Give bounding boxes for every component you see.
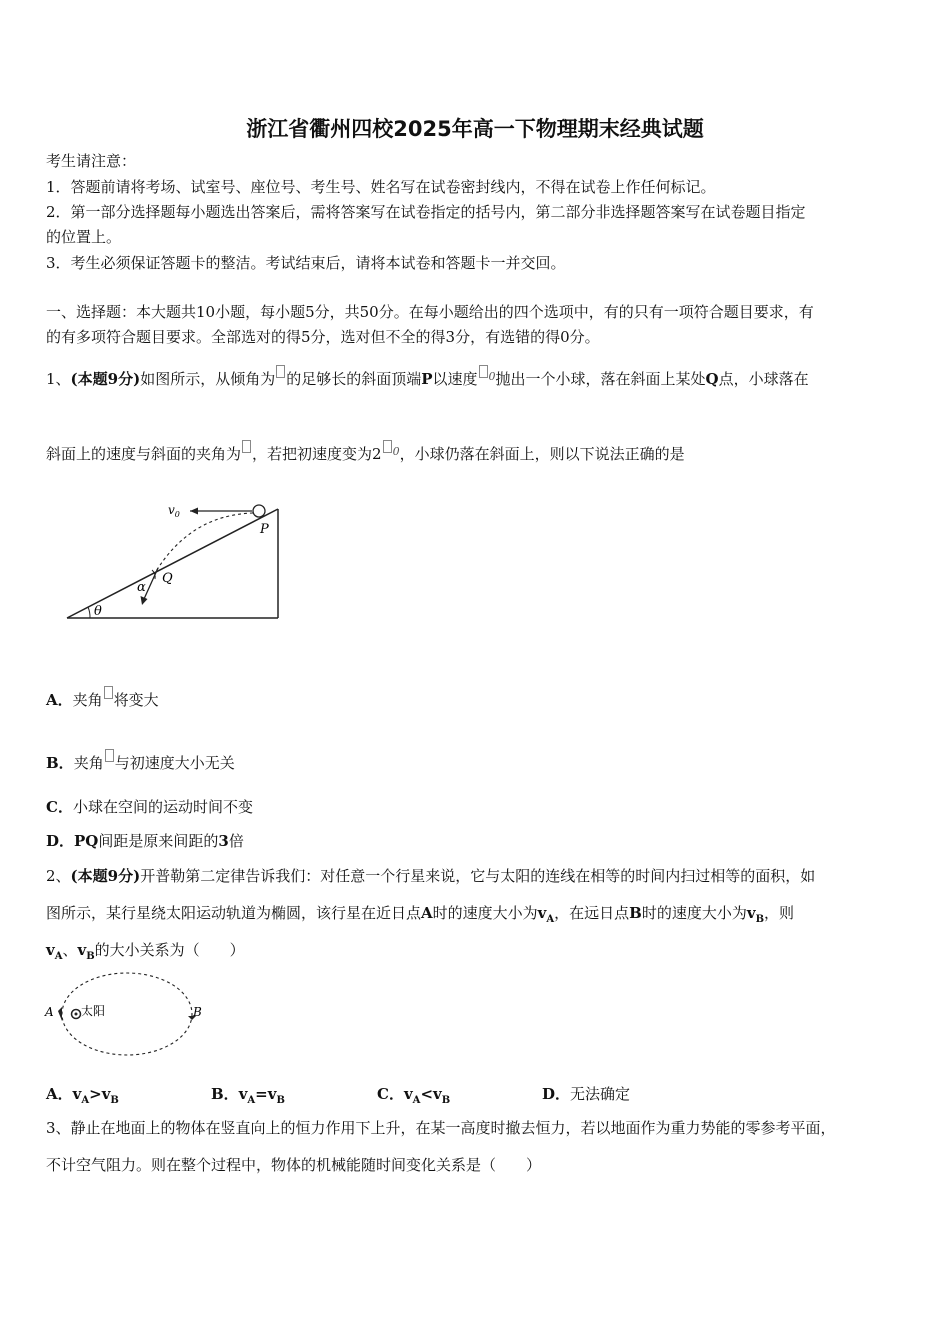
- option-text: v: [72, 1085, 82, 1103]
- q1-stem-line1: [46, 365, 809, 389]
- option-sub: B: [110, 1095, 119, 1106]
- q2-text: 开普勒第二定律告诉我们：对任意一个行星来说，它与太阳的连线在相等的时间内扫过相等的面积，如: [140, 867, 816, 885]
- q2-va: v: [46, 941, 55, 959]
- option-text: <: [420, 1085, 434, 1103]
- option-text: 小球在空间的运动时间不变: [72, 798, 253, 816]
- option-letter: C．: [377, 1085, 404, 1103]
- notice-item-2-cont: 的位置上。: [46, 228, 122, 246]
- option-letter: D．: [46, 832, 75, 850]
- q1-incline-figure: [60, 495, 290, 625]
- option-text: v: [238, 1085, 248, 1103]
- option-text: 与初速度大小无关: [114, 754, 235, 772]
- q1-text: 如图所示，从倾角为: [140, 370, 276, 388]
- trajectory: [155, 513, 253, 573]
- q1-option-b[interactable]: [46, 749, 235, 773]
- q1-option-a[interactable]: [46, 686, 159, 710]
- option-text: PQ: [74, 832, 99, 850]
- q2-vb-sub: B: [86, 951, 95, 962]
- option-text: 3: [218, 832, 229, 850]
- q2-text: 时的速度大小为: [641, 904, 747, 922]
- velocity-arrowhead: [141, 596, 148, 605]
- option-sub: A: [247, 1095, 256, 1106]
- missing-glyph-icon: [104, 686, 113, 699]
- q1-factor: 2: [372, 445, 382, 463]
- q2-option-d[interactable]: [542, 1083, 630, 1104]
- section1-instructions-1: 一、选择题：本大题共10小题，每小题5分，共50分。在每小题给出的四个选项中，有的只有一项符合题目要求，有: [46, 303, 814, 321]
- option-sub: A: [81, 1095, 90, 1106]
- notice-item-2: 2．第一部分选择题每小题选出答案后，需将答案写在试卷指定的括号内，第二部分非选择题答案写在试卷题目指定: [46, 203, 806, 221]
- q1-point-q: Q: [705, 370, 719, 388]
- q1-point-p: P: [421, 370, 433, 388]
- q2-point-b: B: [629, 904, 642, 922]
- point-q-label: Q: [162, 571, 173, 586]
- q2-text: ，在远日点: [554, 904, 630, 922]
- option-sub: B: [276, 1095, 285, 1106]
- ball: [253, 505, 265, 517]
- incline-line: [67, 509, 278, 618]
- q2-va-sub: A: [54, 951, 63, 962]
- q1-stem-line2: [46, 440, 685, 464]
- option-letter: D．: [542, 1085, 571, 1103]
- q1-text: 斜面上的速度与斜面的夹角为: [46, 445, 242, 463]
- page-title: 浙江省衢州四校2025年高一下物理期末经典试题: [246, 117, 704, 141]
- notice-heading: 考生请注意：: [46, 152, 137, 170]
- q1-v0-sub: 0: [488, 370, 496, 383]
- missing-glyph-icon: [383, 440, 392, 453]
- notice-item-1: 1．答题前请将考场、试室号、座位号、考生号、姓名写在试卷密封线内，不得在试卷上作任何标记。: [46, 178, 716, 196]
- q1-points: (本题9分): [70, 370, 141, 388]
- q2-vb-sub: B: [755, 914, 765, 925]
- q2-option-c[interactable]: [377, 1083, 450, 1106]
- alpha-label: α: [137, 580, 146, 595]
- sun-label: 太阳: [81, 1004, 106, 1018]
- q2-orbit-figure: [40, 970, 210, 1062]
- option-text: v: [267, 1085, 277, 1103]
- v0-arrowhead: [190, 508, 198, 515]
- v0-label: $v_0$: [168, 503, 180, 519]
- missing-glyph-icon: [276, 365, 285, 378]
- q3-stem-line2: 不计空气阻力。则在整个过程中，物体的机械能随时间变化关系是（ ）: [46, 1156, 542, 1174]
- option-text: 间距是原来间距的: [98, 832, 219, 850]
- q1-option-d[interactable]: [46, 831, 244, 851]
- theta-arc: [88, 607, 90, 618]
- option-sub: B: [441, 1095, 451, 1106]
- option-text: >: [89, 1085, 102, 1103]
- option-text: 将变大: [113, 691, 159, 709]
- section1-instructions-2: 的有多项符合题目要求。全部选对的得5分，选对但不全的得3分，有选错的得0分。: [46, 328, 600, 346]
- option-text: v: [101, 1085, 111, 1103]
- option-text: =: [255, 1085, 268, 1103]
- option-letter: A．: [46, 691, 73, 709]
- option-letter: B．: [46, 754, 74, 772]
- q2-option-a[interactable]: [46, 1083, 119, 1106]
- option-text: v: [403, 1085, 413, 1103]
- option-text: 夹角: [72, 691, 103, 709]
- theta-label: θ: [94, 604, 102, 619]
- q1-option-c[interactable]: [46, 797, 253, 817]
- q2-number: 2、: [46, 867, 71, 885]
- option-letter: B．: [211, 1085, 239, 1103]
- q2-vb: v: [77, 941, 87, 959]
- q2-point-a: A: [421, 904, 433, 922]
- q1-text: 的足够长的斜面顶端: [286, 370, 422, 388]
- q2-points: (本题9分): [70, 867, 141, 885]
- missing-glyph-icon: [479, 365, 488, 378]
- option-letter: A．: [46, 1085, 73, 1103]
- q1-v0-sub: 0: [392, 445, 400, 458]
- q2-text: 的大小关系为（ ）: [94, 941, 245, 959]
- point-p-label: P: [260, 522, 269, 537]
- point-a-label: A: [45, 1005, 54, 1019]
- q2-option-b[interactable]: [211, 1083, 285, 1106]
- q1-text: ，若把初速度变为: [252, 445, 373, 463]
- q1-text: ，小球仍落在斜面上，则以下说法正确的是: [399, 445, 685, 463]
- notice-item-3: 3．考生必须保证答题卡的整洁。考试结束后，请将本试卷和答题卡一并交回。: [46, 254, 566, 272]
- velocity-arrow: [144, 568, 158, 599]
- q2-text: 时的速度大小为: [432, 904, 538, 922]
- q2-stem-line1: [46, 866, 815, 886]
- q2-va-sub: A: [546, 914, 555, 925]
- q2-va: v: [537, 904, 547, 922]
- option-text: 倍: [228, 832, 244, 850]
- q2-vb: v: [746, 904, 756, 922]
- q2-text: ，则: [764, 904, 795, 922]
- option-letter: C．: [46, 798, 73, 816]
- q1-text: 以速度: [432, 370, 478, 388]
- option-text: 夹角: [73, 754, 104, 772]
- q2-text: 、: [62, 941, 78, 959]
- point-a-marker: [58, 1007, 62, 1021]
- q2-text: 图所示，某行星绕太阳运动轨道为椭圆，该行星在近日点: [46, 904, 422, 922]
- q3-stem-line1: 3、静止在地面上的物体在竖直向上的恒力作用下上升，在某一高度时撤去恒力，若以地面作为重力势能的零参考平面，: [46, 1119, 836, 1137]
- missing-glyph-icon: [105, 749, 114, 762]
- sun-center-icon: [75, 1013, 78, 1016]
- missing-glyph-icon: [242, 440, 251, 453]
- option-sub: A: [412, 1095, 421, 1106]
- q2-stem-line3: [46, 940, 245, 967]
- q1-text: 点，小球落在: [718, 370, 809, 388]
- option-text: v: [433, 1085, 442, 1103]
- point-b-label: B: [193, 1005, 202, 1019]
- q1-number: 1、: [46, 370, 71, 388]
- q1-text: 抛出一个小球，落在斜面上某处: [495, 370, 706, 388]
- option-text: 无法确定: [570, 1085, 631, 1103]
- q2-stem-line2: [46, 903, 794, 930]
